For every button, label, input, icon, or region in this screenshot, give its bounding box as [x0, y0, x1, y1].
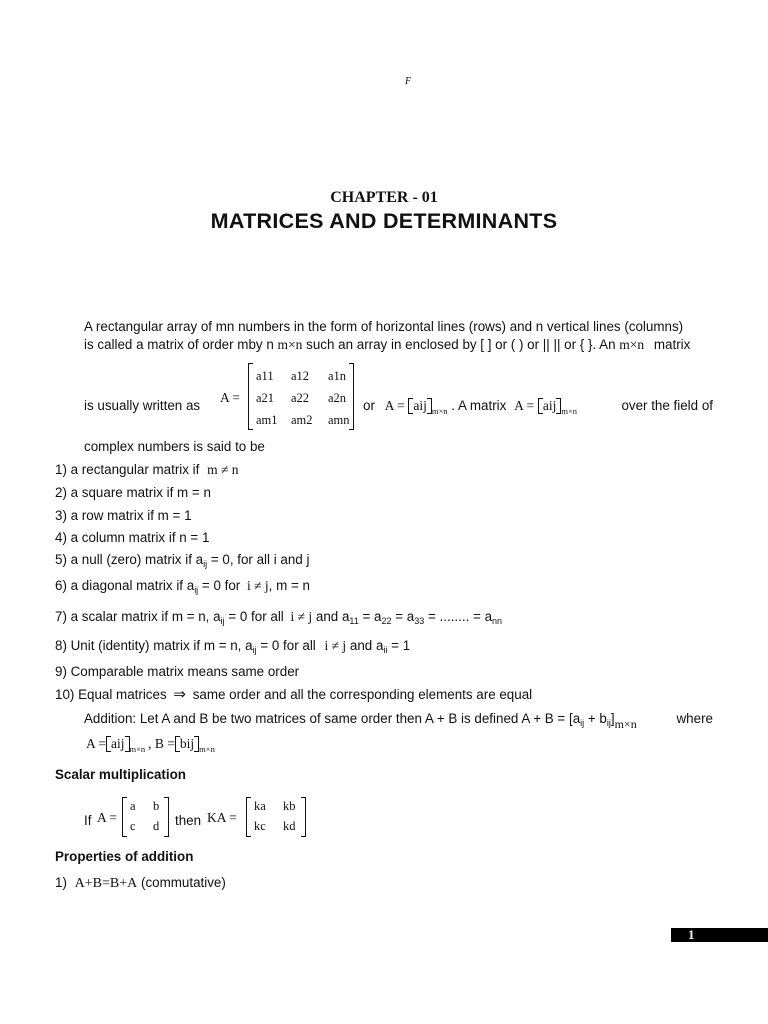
list-item-7-text-b: = 0 for all: [228, 609, 284, 624]
a-matrix-label: . A matrix: [451, 398, 507, 413]
list-item-8-text-d: = 1: [391, 638, 411, 653]
scalar-then: then: [175, 813, 202, 828]
matrix-cell: amn: [328, 413, 350, 427]
matrix-KA-2x2: [246, 797, 306, 837]
list-item-7: [55, 609, 502, 629]
list-item-6-text-a: 6) a diagonal matrix if a: [55, 578, 195, 593]
aij-bracket: aij: [408, 398, 432, 414]
addition-where-line: [86, 736, 215, 757]
aij-bracket-2: aij: [538, 398, 562, 414]
page-title: MATRICES AND DETERMINANTS: [210, 209, 558, 233]
matrix-cell: kc: [254, 819, 266, 833]
matrix-cell: a11: [256, 369, 274, 383]
page-number-box: [671, 928, 768, 942]
intro-line-2a: is called a matrix of order mby n: [84, 337, 274, 352]
matrix-cell: am1: [256, 413, 278, 427]
list-item-1: [55, 462, 239, 478]
matrix-cell: a1n: [328, 369, 347, 383]
matrix-cell: d: [153, 819, 160, 833]
addition-plus-b: + b: [584, 711, 607, 726]
list-item-7-text-c: and a: [315, 609, 350, 624]
list-item-8-text-b: = 0 for all: [260, 638, 316, 653]
subscript: 11: [349, 616, 359, 626]
subscript: ij: [580, 718, 585, 728]
where-label: where: [676, 711, 713, 726]
commutative-note: (commutative): [140, 875, 226, 890]
matrix-cell: c: [130, 819, 136, 833]
matrix-cell: ka: [254, 799, 266, 813]
matrix-A-label: A =: [220, 390, 240, 405]
list-item-1-text: 1) a rectangular matrix if: [55, 462, 200, 477]
subscript: ij: [252, 645, 257, 655]
list-item-3: 3) a row matrix if m = 1: [55, 508, 192, 523]
list-item-6-text-b: = 0 for: [201, 578, 241, 593]
list-item-10-text-a: 10) Equal matrices: [55, 687, 167, 702]
list-item-5: [55, 552, 309, 572]
list-item-7-text-d: = a: [362, 609, 382, 624]
bij-bracket: bij: [175, 736, 199, 752]
matrix-cell: a: [130, 799, 136, 813]
list-item-7-text-a: 7) a scalar matrix if m = n, a: [55, 609, 221, 624]
property-number: 1): [55, 875, 67, 890]
list-item-6-text-c: , m = n: [268, 578, 310, 593]
B-eq: , B =: [148, 736, 175, 751]
intro-line-1: A rectangular array of mn numbers in the form of horizontal lines (rows) and n vertical lines (columns): [84, 319, 684, 334]
list-item-7-text-e: = a: [395, 609, 415, 624]
scalar-if: If: [84, 813, 92, 828]
matrix-cell: b: [153, 799, 160, 813]
properties-heading: Properties of addition: [55, 849, 194, 864]
addition-close: ]: [610, 711, 615, 726]
i-neq-j: i ≠ j: [247, 578, 269, 593]
intro-line-3a: is usually written as: [84, 398, 201, 413]
commutative-equation: A+B=B+A: [74, 876, 138, 891]
list-item-8-text-c: and a: [349, 638, 384, 653]
or-label: or: [363, 398, 375, 413]
matrix-cell: kb: [283, 799, 296, 813]
list-item-5-text-a: 5) a null (zero) matrix if a: [55, 552, 204, 567]
page-number: 1: [688, 927, 695, 942]
general-matrix: [248, 363, 354, 430]
addition-text: Addition: Let A and B be two matrices of same order then A + B is defined A + B = [a: [84, 711, 581, 726]
mxn-expression: m×n: [277, 337, 303, 352]
aij-bracket: aij: [106, 736, 130, 752]
mxn-subscript: m×n: [431, 406, 448, 416]
list-item-5-text-b: = 0, for all i and j: [210, 552, 310, 567]
list-item-8-text-a: 8) Unit (identity) matrix if m = n, a: [55, 638, 253, 653]
scalar-KA-eq: KA =: [207, 810, 237, 825]
subscript: ij: [203, 559, 208, 569]
matrix-cell: kd: [283, 819, 296, 833]
matrix-cell: a21: [256, 391, 275, 405]
matrix-cell: a2n: [328, 391, 347, 405]
over-field-label: over the field of: [621, 398, 713, 413]
m-neq-n: m ≠ n: [207, 462, 239, 477]
subscript: 22: [381, 616, 392, 626]
matrix-A-label-3: A =: [514, 398, 535, 413]
intro-line-2c: matrix: [653, 337, 691, 352]
addition-definition: [84, 711, 637, 732]
property-1: [55, 875, 226, 892]
top-mark: F: [405, 76, 412, 87]
list-item-7-text-f: = ........ = a: [428, 609, 493, 624]
intro-line-4: complex numbers is said to be: [84, 439, 265, 454]
intro-line-3b: [363, 398, 577, 419]
list-item-10: [55, 687, 532, 703]
chapter-label: CHAPTER - 01: [330, 189, 438, 206]
scalar-heading: Scalar multiplication: [55, 767, 186, 782]
A-eq: A =: [86, 736, 106, 751]
list-item-2: 2) a square matrix if m = n: [55, 485, 211, 500]
matrix-cell: a12: [291, 369, 310, 383]
list-item-4: 4) a column matrix if n = 1: [55, 530, 210, 545]
matrix-A-2x2: [122, 797, 169, 837]
mxn-subscript: m×n: [129, 744, 146, 754]
subscript: ij: [194, 585, 199, 595]
mxn-subscript: m×n: [614, 717, 637, 731]
list-item-10-text-b: same order and all the corresponding elements are equal: [192, 687, 533, 702]
subscript: ij: [220, 616, 225, 626]
subscript: ij: [606, 718, 611, 728]
i-neq-j: i ≠ j: [324, 638, 347, 653]
mxn-subscript-2: m×n: [561, 406, 577, 416]
intro-line-2b: such an array in enclosed by [ ] or ( ) or || || or { }. An: [306, 337, 616, 352]
mxn-subscript: m×n: [199, 744, 215, 754]
matrix-cell: a22: [291, 391, 310, 405]
implies-arrow: ⇒: [173, 686, 186, 703]
list-item-9: 9) Comparable matrix means same order: [55, 664, 300, 679]
scalar-A-eq: A =: [97, 810, 117, 825]
subscript: ii: [383, 645, 388, 655]
list-item-6: [55, 578, 310, 598]
i-neq-j: i ≠ j: [290, 609, 313, 624]
subscript: 33: [414, 616, 425, 626]
intro-line-2: [84, 337, 690, 353]
list-item-8: [55, 638, 410, 658]
mxn-expression-2: m×n: [619, 337, 645, 352]
matrix-A-label-2: A =: [384, 398, 405, 413]
subscript: nn: [492, 616, 503, 626]
matrix-cell: am2: [291, 413, 313, 427]
